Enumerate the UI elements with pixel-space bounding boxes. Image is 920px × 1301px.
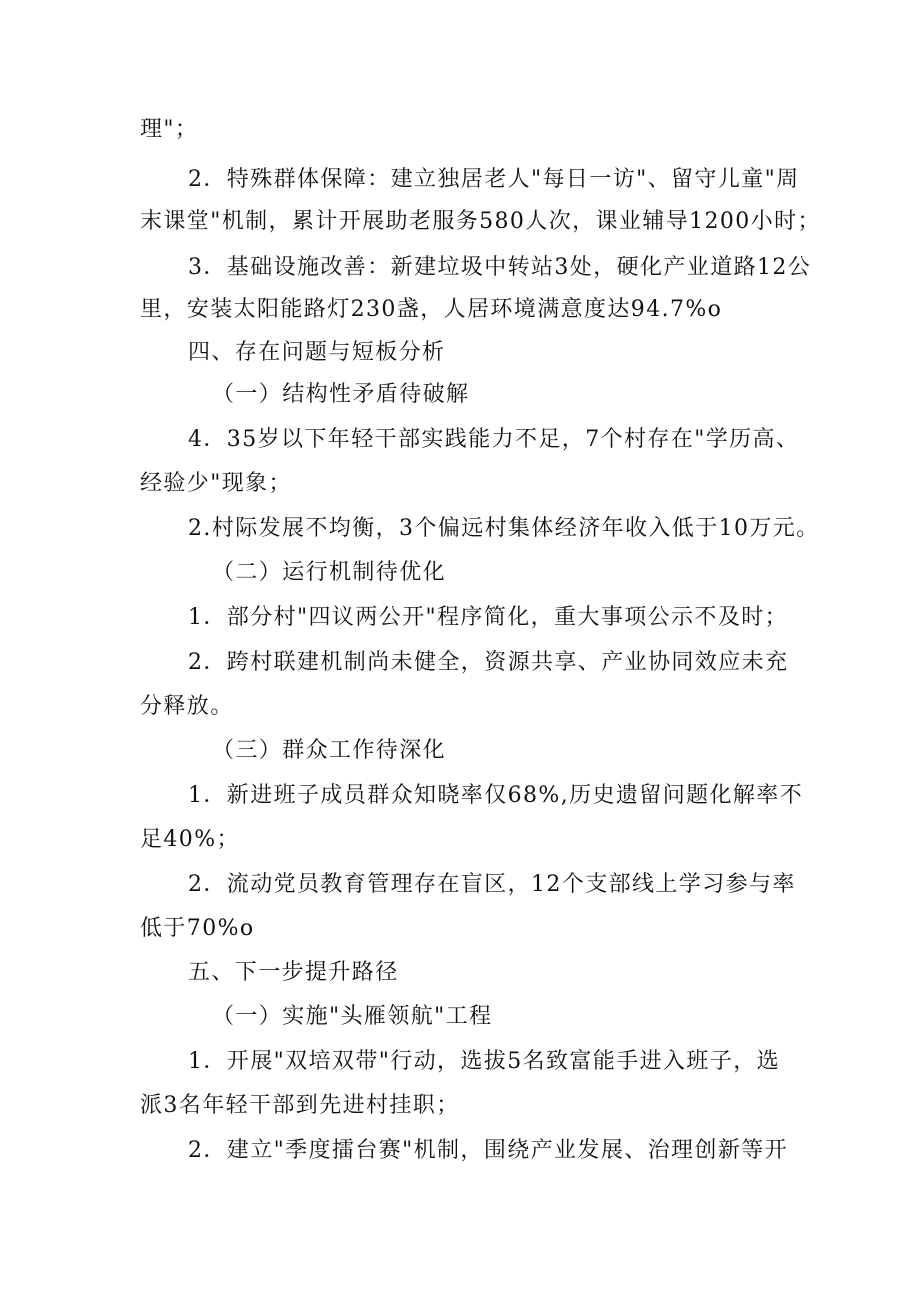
section-heading: 五、下一步提升路径: [188, 960, 399, 985]
subsection-heading: （二）运行机制待优化: [212, 560, 447, 585]
text-line: 4．35岁以下年轻干部实践能力不足，7个村存在"学历高、: [188, 427, 800, 452]
text-line: 低于70%o: [140, 916, 255, 941]
text-line: 2．特殊群体保障：建立独居老人"每日一访"、留守儿童"周: [188, 167, 800, 192]
text-line: 末课堂"机制，累计开展助老服务580人次，课业辅导1200小时；: [140, 209, 821, 234]
text-line: 理"；: [140, 117, 199, 142]
text-line: 经验少"现象；: [140, 471, 292, 496]
text-line: 2．建立"季度擂台赛"机制，围绕产业发展、治理创新等开: [188, 1138, 789, 1163]
text-line: 1．开展"双培双带"行动，选拔5名致富能手进入班子，选: [188, 1049, 781, 1074]
text-line: 派3名年轻干部到先进村挂职；: [140, 1093, 460, 1118]
text-line: 2.村际发展不均衡，3个偏远村集体经济年收入低于10万元。: [188, 516, 820, 541]
subsection-heading: （一）结构性矛盾待破解: [212, 382, 470, 407]
text-line: 3．基础设施改善：新建垃圾中转站3处，硬化产业道路12公: [188, 255, 812, 280]
text-line: 2．流动党员教育管理存在盲区，12个支部线上学习参与率: [188, 872, 796, 897]
subsection-heading: （一）实施"头雁领航"工程: [212, 1004, 493, 1029]
text-line: 1．新进班子成员群众知晓率仅68%,历史遗留问题化解率不: [188, 783, 804, 808]
text-line: 分释放。: [140, 694, 234, 719]
text-line: 足40%；: [140, 827, 240, 852]
subsection-heading: （三）群众工作待深化: [212, 738, 447, 763]
text-line: 2．跨村联建机制尚未健全，资源共享、产业协同效应未充: [188, 650, 789, 675]
text-line: 里，安装太阳能路灯230盏，人居环境满意度达94.7%o: [140, 297, 723, 322]
text-line: 1．部分村"四议两公开"程序简化，重大事项公示不及时；: [188, 605, 789, 630]
section-heading: 四、存在问题与短板分析: [188, 340, 446, 365]
